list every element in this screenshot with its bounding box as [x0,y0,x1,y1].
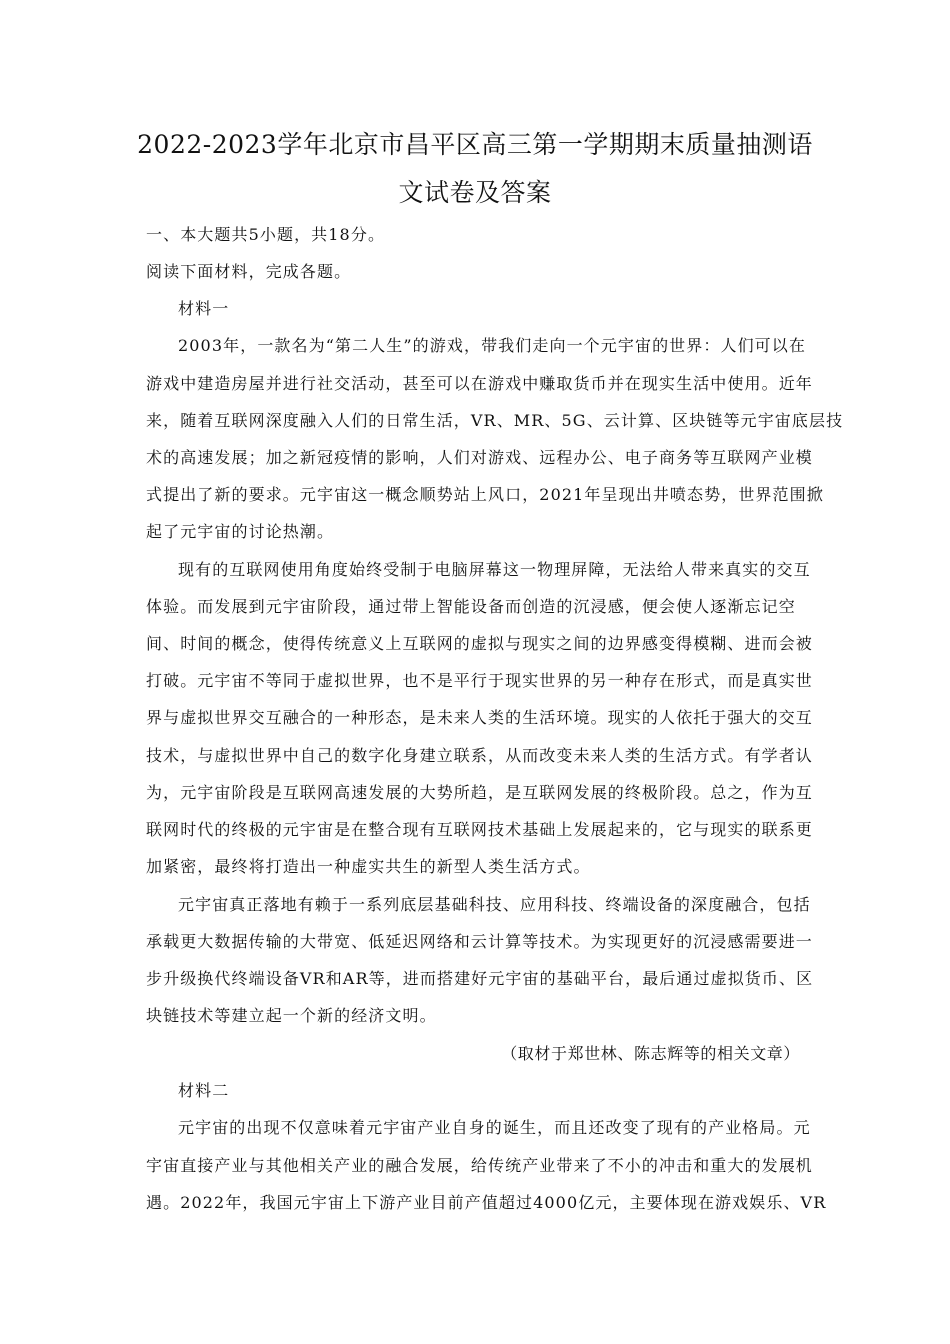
paragraph-line: 技术，与虚拟世界中自己的数字化身建立联系，从而改变未来人类的生活方式。有学者认 [146,746,813,765]
material-2-label: 材料二 [178,1081,230,1100]
paragraph-line: 术的高速发展；加之新冠疫情的影响，人们对游戏、远程办公、电子商务等互联网产业模 [146,448,813,467]
paragraph-line: 体验。而发展到元宇宙阶段，通过带上智能设备而创造的沉浸感，便会使人逐渐忘记空 [146,597,796,616]
paragraph-line: 联网时代的终极的元宇宙是在整合现有互联网技术基础上发展起来的，它与现实的联系更 [146,820,813,839]
paragraph-line: 2003年，一款名为“第二人生”的游戏，带我们走向一个元宇宙的世界：人们可以在 [178,336,806,355]
paragraph-line: 现有的互联网使用角度始终受制于电脑屏幕这一物理屏障，无法给人带来真实的交互 [178,560,811,579]
paragraph-line: 打破。元宇宙不等同于虚拟世界，也不是平行于现实世界的另一种存在形式，而是真实世 [146,671,813,690]
document-title-line-1: 2022-2023学年北京市昌平区高三第一学期期末质量抽测语 [137,130,813,159]
document-title-line-2: 文试卷及答案 [398,178,552,207]
paragraph-line: 元宇宙的出现不仅意味着元宇宙产业自身的诞生，而且还改变了现有的产业格局。元 [178,1118,811,1137]
paragraph-line: 承载更大数据传输的大带宽、低延迟网络和云计算等技术。为实现更好的沉浸感需要进一 [146,932,813,951]
paragraph-line: 式提出了新的要求。元宇宙这一概念顺势站上风口，2021年呈现出井喷态势，世界范围掀 [146,485,824,504]
paragraph-line: 游戏中建造房屋并进行社交活动，甚至可以在游戏中赚取货币并在现实生活中使用。近年 [146,374,813,393]
paragraph-line: 宇宙直接产业与其他相关产业的融合发展，给传统产业带来了不小的冲击和重大的发展机 [146,1156,813,1175]
paragraph-line: 加紧密，最终将打造出一种虚实共生的新型人类生活方式。 [146,857,591,876]
material-1-label: 材料一 [178,299,230,318]
paragraph-line: 步升级换代终端设备VR和AR等，进而搭建好元宇宙的基础平台，最后通过虚拟货币、区 [146,969,814,988]
material-1-source: （取材于郑世林、陈志辉等的相关文章） [501,1044,800,1063]
paragraph-line: 为，元宇宙阶段是互联网高速发展的大势所趋，是互联网发展的终极阶段。总之，作为互 [146,783,813,802]
paragraph-line: 块链技术等建立起一个新的经济文明。 [146,1006,437,1025]
paragraph-line: 来，随着互联网深度融入人们的日常生活，VR、MR、5G、云计算、区块链等元宇宙底层技 [146,411,844,430]
paragraph-line: 元宇宙真正落地有赖于一系列底层基础科技、应用科技、终端设备的深度融合，包括 [178,895,811,914]
paragraph-line: 遇。2022年，我国元宇宙上下游产业目前产值超过4000亿元，主要体现在游戏娱乐、VR [146,1193,827,1212]
section-header: 一、本大题共5小题，共18分。 [146,225,386,244]
paragraph-line: 界与虚拟世界交互融合的一种形态，是未来人类的生活环境。现实的人依托于强大的交互 [146,708,813,727]
paragraph-line: 间、时间的概念，使得传统意义上互联网的虚拟与现实之间的边界感变得模糊、进而会被 [146,634,813,653]
paragraph-line: 起了元宇宙的讨论热潮。 [146,522,335,541]
instruction-text: 阅读下面材料，完成各题。 [146,262,352,281]
